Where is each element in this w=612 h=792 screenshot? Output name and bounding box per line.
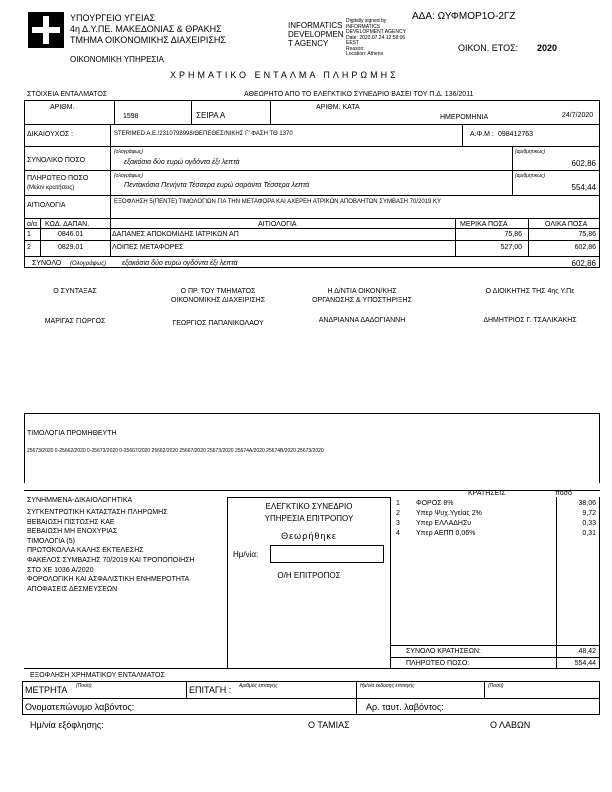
attachments-list: [27, 508, 195, 594]
deduction-label: Υπερ ΕΛΛΑΔΗΣυ: [416, 520, 472, 527]
payable-number-caption: (αριθμητικώς): [515, 173, 546, 179]
table-row-total: 602,86: [574, 244, 596, 251]
signature-role-dept-head-line2: ΟΙΚΟΝΟΜΙΚΗΣ ΔΙΑΧΕΙΡΙΣΗΣ: [170, 297, 266, 304]
signature-role-director-line2: ΟΡΓΑΝΩΣΗΣ & ΥΠΟΣΤΗΡΙΞΗΣ: [312, 297, 412, 304]
digital-signature-seal: [346, 19, 406, 58]
table-row-no: 2: [27, 244, 31, 251]
deduction-label: Υπερ Ψυχ.Υγείας 2%: [416, 510, 482, 517]
signature-name-dept-head: ΓΕΩΡΓΙΟΣ ΠΑΠΑΝΙΚΟΛΑΟΥ: [172, 320, 264, 327]
audit-status-note: ΑΘΕΩΡΗΤΟ ΑΠΟ ΤΟ ΕΛΕΓΚΤΙΚΟ ΣΥΝΕΔΡΙΟ ΒΑΣΕΙ ΤΟΥ Π.Δ. 136/2011: [244, 91, 474, 98]
afm-label: Α.Φ.Μ :: [470, 131, 494, 138]
seal-line: Location: Athens: [346, 51, 383, 57]
deduction-amount: 9,72: [582, 510, 596, 517]
number-value: 1598: [123, 113, 139, 120]
number-by-label: ΑΡΙΘΜ. ΚΑΤΑ: [316, 104, 360, 111]
deductions-amount-header: ποσό: [555, 490, 572, 497]
table-row-code: 0846.01: [58, 231, 84, 238]
deduction-no: 4: [396, 530, 400, 537]
list-item: ΠΡΩΤΟΚΟΛΛΑ ΚΑΛΗΣ ΕΚΤΕΛΕΣΗΣ: [27, 547, 144, 555]
audit-office-line1: ΕΛΕΓΚΤΙΚΟ ΣΥΝΕΔΡΙΟ: [265, 502, 353, 511]
payable-words-caption: (ολογράφως): [114, 173, 143, 179]
date-value: 24/7/2020: [562, 112, 594, 119]
fiscal-year: 2020: [537, 43, 558, 53]
payable-amount-number: 554,44: [571, 183, 596, 192]
list-item: ΦΑΚΕΛΟΣ ΣΥΜΒΑΣΗΣ 70/2019 ΚΑΙ ΤΡΟΠΟΠΟΙΗΣΗ: [27, 556, 195, 564]
deductions-total-label: ΣΥΝΟΛΟ ΚΡΑΤΗΣΕΩΝ:: [406, 648, 481, 655]
audit-approved-label: Θεωρήθηκε: [281, 531, 337, 541]
number-label: ΑΡΙΘΜ.: [50, 104, 75, 111]
total-amount-label: ΣΥΝΟΛΙΚΟ ΠΟΣΟ: [27, 157, 86, 164]
receiver-label: Ο ΛΑΒΩΝ: [490, 720, 531, 730]
deduction-amount: 0,31: [582, 530, 596, 537]
check-amount-caption: (Ποσό): [488, 683, 504, 689]
signature-name-drafter: ΜΑΡΙΓΑΣ ΓΙΩΡΓΟΣ: [44, 318, 106, 325]
seal-line: EEST: [346, 40, 360, 46]
signature-role-drafter: Ο ΣΥΝΤΑΞΑΣ: [53, 288, 97, 295]
col-header-partial: ΜΕΡΙΚΑ ΠΟΣΑ: [460, 221, 508, 228]
payee-id-label: Αρ. ταυτ. λαβόντος:: [366, 702, 444, 712]
fiscal-year-label: ΟΙΚΟΝ. ΕΤΟΣ:: [458, 43, 519, 53]
list-item: ΤΙΜΟΛΟΓΙΑ (5): [27, 537, 75, 545]
sum-words-caption: (Ολογράφως): [70, 261, 107, 267]
cashier-label: Ο ΤΑΜΙΑΣ: [308, 720, 350, 730]
deduction-label: ΦΟΡΟΣ 8%: [416, 500, 454, 507]
seal-line: Date: 2020.07.24 12:58:06: [346, 34, 406, 41]
seal-name: INFORMATICS DEVELOPMEN T AGENCY: [288, 21, 344, 48]
deductions-header: ΚΡΑΤΗΣΕΙΣ: [468, 490, 506, 497]
series-label: ΣΕΙΡΑ Α: [196, 111, 226, 120]
deduction-label: Υπερ ΑΕΠΠ 0,06%: [416, 530, 476, 537]
date-label: ΗΜΕΡΟΜΗΝΙΑ: [440, 114, 489, 121]
total-amount-words: εξακόσια δύο ευρώ ογδόντα έξι λεπτά: [124, 159, 240, 166]
cash-amount-caption: (Ποσό): [76, 683, 92, 689]
deduction-no: 1: [396, 500, 400, 507]
deduction-amount: 38,06: [578, 500, 596, 507]
seal-line: Reason:: [346, 45, 365, 52]
payable-amount-sublabel: (Μείον κρατήσεις): [27, 185, 75, 191]
deduction-no: 2: [396, 510, 400, 517]
list-item: ΣΤΟ ΧΕ 1036 Α/2020: [27, 566, 94, 574]
seal-line: DEVELOPMENT AGENCY: [346, 29, 406, 35]
beneficiary-label: ΔΙΚΑΙΟΥΧΟΣ :: [27, 131, 74, 138]
table-row-partial: 527,00: [500, 244, 522, 251]
sum-amount-number: 602,86: [571, 259, 596, 268]
total-number-caption: (αριθμητικώς): [515, 149, 546, 155]
audit-commissioner-label: Ο/Η ΕΠΙΤΡΟΠΟΣ: [277, 571, 341, 580]
net-payable-amount: 554,44: [574, 660, 596, 667]
table-row-no: 1: [27, 231, 31, 238]
signature-role-director: Η Δ/ΝΤΙΑ ΟΙΚΟΝ/ΚΗΣ: [327, 288, 397, 295]
payee-name-label: Ονοματεπώνυμο λαβόντος:: [25, 702, 135, 712]
col-header-reason: ΑΙΤΙΟΛΟΓΙΑ: [258, 221, 297, 228]
table-row-total: 75,86: [578, 231, 596, 238]
net-payable-label: ΠΛΗΡΩΤΕΟ ΠΟΣΟ:: [406, 660, 470, 667]
audit-office-line2: ΥΠΗΡΕΣΙΑ ΕΠΙΤΡΟΠΟΥ: [264, 514, 354, 523]
signature-name-director: ΑΝΔΡΙΑΝΝΑ ΔΑΔΟΓΙΑΝΝΗ: [318, 317, 406, 324]
total-words-caption: (ολογράφως): [114, 149, 143, 155]
reason-label: ΑΙΤΙΟΛΟΓΙΑ: [27, 202, 66, 209]
col-header-total: ΟΛΙΚΑ ΠΟΣΑ: [545, 221, 588, 228]
list-item: ΒΕΒΑΙΩΣΗ ΜΗ ΕΝΟΧΥΡΙΑΣ: [27, 528, 118, 536]
seal-line: Digitally signed by: [346, 18, 387, 24]
payment-section-title: ΕΞΟΦΛΗΣΗ ΧΡΗΜΑΤΙΚΟΥ ΕΝΤΑΛΜΑΤΟΣ: [30, 672, 165, 679]
ministry-name: ΥΠΟΥΡΓΕΙΟ ΥΓΕΙΑΣ: [70, 13, 156, 23]
service-name: ΟΙΚΟΝΟΜΙΚΗ ΥΠΗΡΕΣΙΑ: [70, 55, 164, 64]
list-item: ΣΥΓΚΕΝΤΡΩΤΙΚΗ ΚΑΤΑΣΤΑΣΗ ΠΛΗΡΩΜΗΣ: [27, 509, 168, 516]
table-row-reason: ΔΑΠΑΝΕΣ ΑΠΟΚΟΜΙΔΗΣ ΙΑΤΡΙΚΩΝ ΑΠ: [112, 231, 239, 238]
payable-amount-words: Πεντακόσια Πενήντα Τέσσερα ευρώ σαράντα Τέσσερα λεπτά: [124, 182, 310, 189]
seal-line: INFORMATICS: [346, 23, 381, 30]
supplier-invoices-label: ΤΙΜΟΛΟΓΙΑ ΠΡΟΜΗΘΕΥΤΗ: [27, 430, 117, 437]
total-amount-number: 602,86: [571, 159, 596, 168]
sum-amount-words: εξακόσια δύο ευρώ ογδόντα έξι λεπτά: [122, 260, 238, 267]
deduction-no: 3: [396, 520, 400, 527]
signature-role-governor: Ο ΔΙΟΙΚΗΤΗΣ ΤΗΣ 4ης Υ.Πε: [485, 288, 575, 295]
check-date-caption: Ημ/νία έκδοσης επιταγής: [360, 683, 415, 689]
list-item: ΦΟΡΟΛΟΓΙΚΗ ΚΑΙ ΑΣΦΑΛΙΣΤΙΚΗ ΕΝΗΜΕΡΟΤΗΤΑ: [27, 576, 190, 584]
attachments-title: ΣΥΝΗΜΜΕΝΑ-ΔΙΚΑΙΟΛΟΓΗΤΙΚΑ: [27, 497, 133, 504]
list-item: ΑΠΟΦΑΣΕΙΣ ΔΕΣΜΕΥΣΕΩΝ: [27, 585, 118, 593]
warrant-details-label: ΣΤΟΙΧΕΙΑ ΕΝΤΑΛΜΑΤΟΣ: [27, 91, 108, 98]
signature-role-dept-head: Ο ΠΡ. ΤΟΥ ΤΜΗΜΑΤΟΣ: [180, 288, 256, 295]
beneficiary-value: STERIMED A.E./2310798998/ΘΕΠΕΘΕΣ/ΝΙΚΗΣ Γ' ΦΑΣΗ ΤΘ 1370: [114, 131, 293, 137]
ada-code: ΑΔΑ: ΩΥΦΜΟΡ1Ο-2ΓΖ: [412, 11, 516, 22]
table-row-reason: ΛΟΙΠΕΣ ΜΕΤΑΦΟΡΕΣ: [112, 244, 184, 251]
department-name: ΤΜΗΜΑ ΟΙΚΟΝΟΜΙΚΗΣ ΔΙΑΧΕΙΡΙΣΗΣ: [70, 35, 226, 45]
document-title: ΧΡΗΜΑΤΙΚΟ ΕΝΤΑΛΜΑ ΠΛΗΡΩΜΗΣ: [170, 70, 399, 80]
list-item: ΒΕΒΑΙΩΣΗ ΠΙΣΤΩΣΗΣ ΚΑΕ: [27, 518, 115, 526]
afm-value: 098412763: [498, 131, 534, 138]
greek-emblem-logo: [28, 12, 64, 48]
signature-name-governor: ΔΗΜΗΤΡΙΟΣ Γ. ΤΣΑΛΙΚΑΚΗΣ: [483, 317, 577, 324]
deductions-total-amount: 48,42: [578, 648, 596, 655]
deduction-amount: 0,33: [582, 520, 596, 527]
region-name: 4η Δ.Υ.ΠΕ. ΜΑΚΕΔΟΝΙΑΣ & ΘΡΑΚΗΣ: [70, 24, 222, 34]
sum-label: ΣΥΝΟΛΟ: [32, 260, 62, 267]
supplier-invoices-list: 25673/2020 0-25662/2020 0-25673/2020 0-25667/2020 25662/2020 25667/2020 25673/2020 25674A/2020 25674B/2020 25673/2020: [27, 448, 324, 454]
payout-date-label: Ημ/νία εξόφλησης:: [30, 720, 104, 730]
check-label: ΕΠΙΤΑΓΗ :: [189, 685, 232, 695]
col-header-no: α/α: [27, 221, 38, 228]
check-number-caption: Αριθμός επιταγής: [239, 683, 278, 689]
table-row-partial: 75,86: [504, 231, 522, 238]
cash-label: ΜΕΤΡΗΤΑ: [25, 685, 68, 695]
audit-date-label: Ημ/νία:: [233, 550, 259, 559]
reason-value: ΕΞΟΦΛΗΣΗ 5(ΠΕΝΤΕ) ΤΙΜΟΛΟΓΙΩΝ ΓΙΑ ΤΗΝ ΜΕΤΑΦΟΡΑ ΚΑΙ ΑΧΕΡΕΗ ΑΤΡΙΚΩΝ ΑΠΟΒΛΗΤΩΝ ΣΥΜΒΑΣΗ 70/2019 ΚΥ: [114, 199, 442, 205]
col-header-code: ΚΩΔ. ΔΑΠΑΝ.: [45, 221, 90, 228]
table-row-code: 0829.01: [58, 244, 84, 251]
audit-date-field[interactable]: [270, 545, 384, 563]
payable-amount-label: ΠΛΗΡΩΤΕΟ ΠΟΣΟ: [27, 175, 89, 182]
